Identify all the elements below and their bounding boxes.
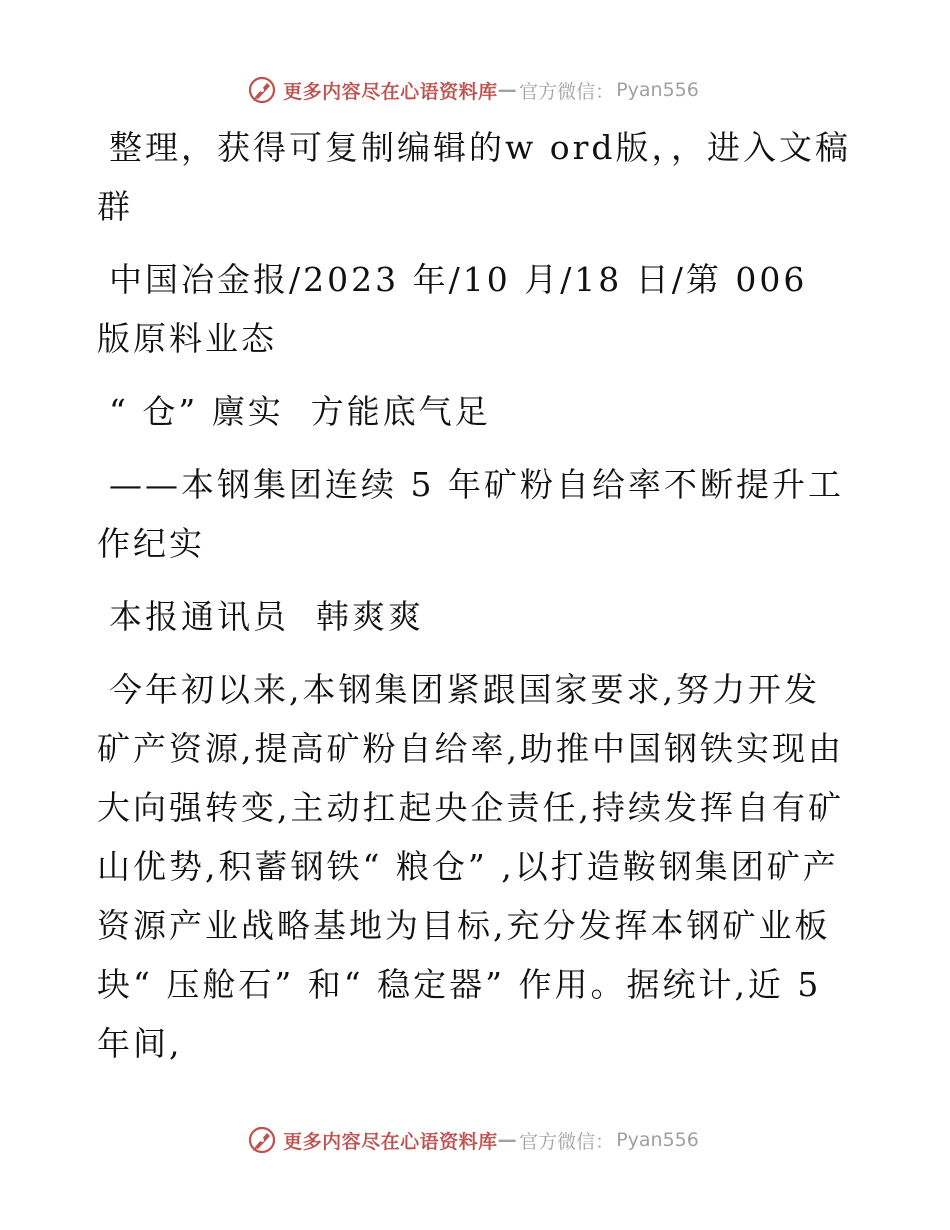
watermark-dash: — <box>497 79 518 101</box>
article-body-paragraph: 今年初以来,本钢集团紧跟国家要求,努力开发矿产资源,提高矿粉自给率,助推中国钢铁实现由大向强转变,主动扛起央企责任,持续发挥自有矿山优势,积蓄钢铁“ 粮仓” ,以打造鞍钢集团矿产资源产业战略基地为目标,充分发挥本钢矿业板块“ 压舱石” 和“ 稳定器” 作用。据统计,近 5 年间, <box>97 670 844 1063</box>
document-body <box>97 118 853 1087</box>
header-watermark <box>0 70 950 110</box>
quill-pen-logo-icon <box>247 1125 277 1155</box>
watermark-main-text: 更多内容尽在心语资料库 <box>283 1130 498 1153</box>
footer-watermark <box>0 1120 950 1160</box>
watermark-dash: — <box>497 1129 518 1151</box>
paragraph-intro: 整理，获得可复制编辑的w ord版，，进入文稿群 <box>97 128 852 226</box>
quill-pen-logo-icon <box>247 75 277 105</box>
watermark-account-label: 官方微信： <box>519 1130 615 1153</box>
article-title: “ 仓” 廪实 方能底气足 <box>109 392 491 431</box>
watermark-account-id: Pyan556 <box>616 79 699 101</box>
watermark-account-id: Pyan556 <box>616 1129 699 1151</box>
article-subtitle: ——本钢集团连续 5 年矿粉自给率不断提升工作纪实 <box>97 465 844 563</box>
article-byline: 本报通讯员 韩爽爽 <box>109 597 424 636</box>
watermark-account-label: 官方微信： <box>519 80 615 103</box>
paragraph-source: 中国冶金报/2023 年/10 月/18 日/第 006 版原料业态 <box>97 260 821 358</box>
watermark-main-text: 更多内容尽在心语资料库 <box>283 80 498 103</box>
